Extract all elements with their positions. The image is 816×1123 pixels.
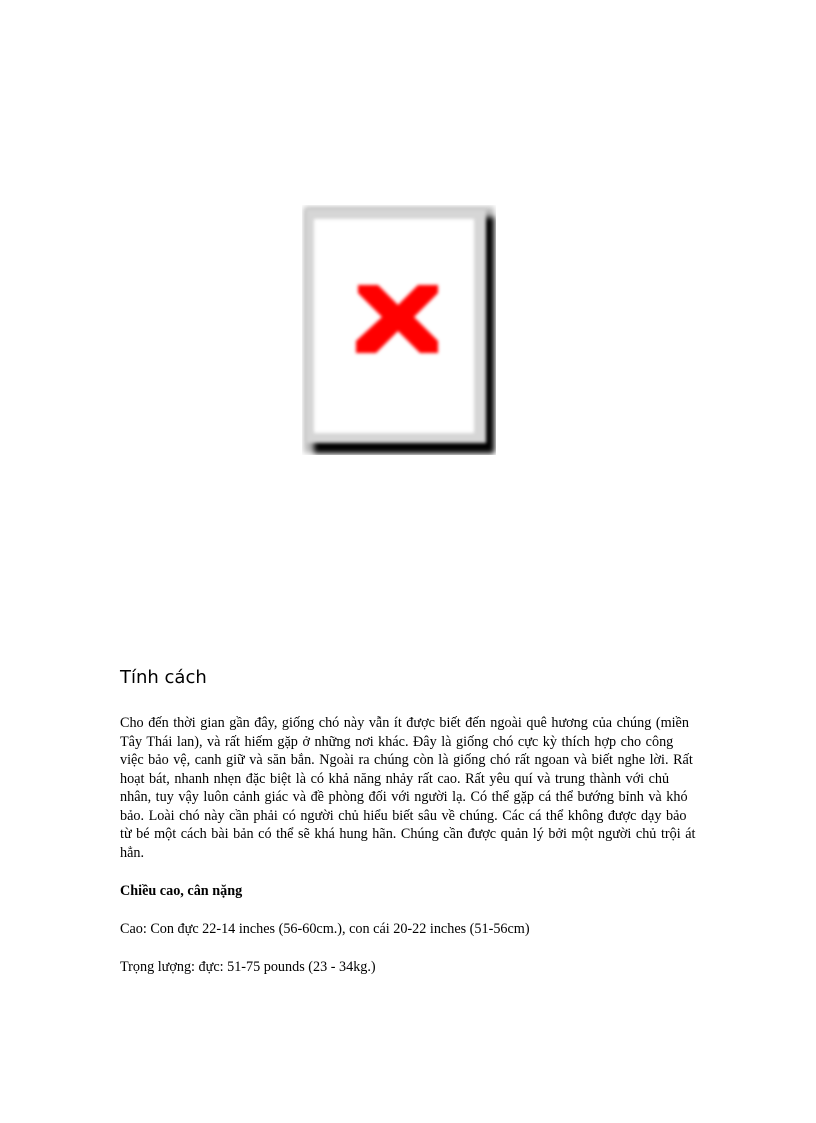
- article-content: [120, 664, 700, 976]
- broken-image-icon: [302, 205, 496, 455]
- weight-info: Trọng lượng: đực: 51-75 pounds (23 - 34kg.): [120, 959, 376, 975]
- height-info: Cao: Con đực 22-14 inches (56-60cm.), con cái 20-22 inches (51-56cm): [120, 921, 530, 937]
- section-heading-temperament: Tính cách: [120, 667, 207, 688]
- temperament-paragraph: Cho đến thời gian gần đây, giống chó này vẫn ít được biết đến ngoài quê hương của chúng (miền Tây Thái lan), và rất hiếm gặp ở những nơi khác. Đây là giống chó cực kỳ thích hợp cho công việc bảo vệ, canh giữ và săn bắn. Ngoài ra chúng còn là giống chó rất ngoan và biết nghe lời. Rất hoạt bát, nhanh nhẹn đặc biệt là có khả năng nhảy rất cao. Rất yêu quí và trung thành với chủ nhân, tuy vậy luôn cảnh giác và đề phòng đối với người lạ. Có thể gặp cá thể bướng bỉnh và khó bảo. Loài chó này cần phải có người chủ hiểu biết sâu về chúng. Các cá thể không được dạy bảo từ bé một cách bài bản có thể sẽ khá hung hãn. Chúng cần được quản lý bởi một người chủ trội át hẳn.: [120, 715, 696, 861]
- size-heading: Chiều cao, cân nặng: [120, 883, 243, 899]
